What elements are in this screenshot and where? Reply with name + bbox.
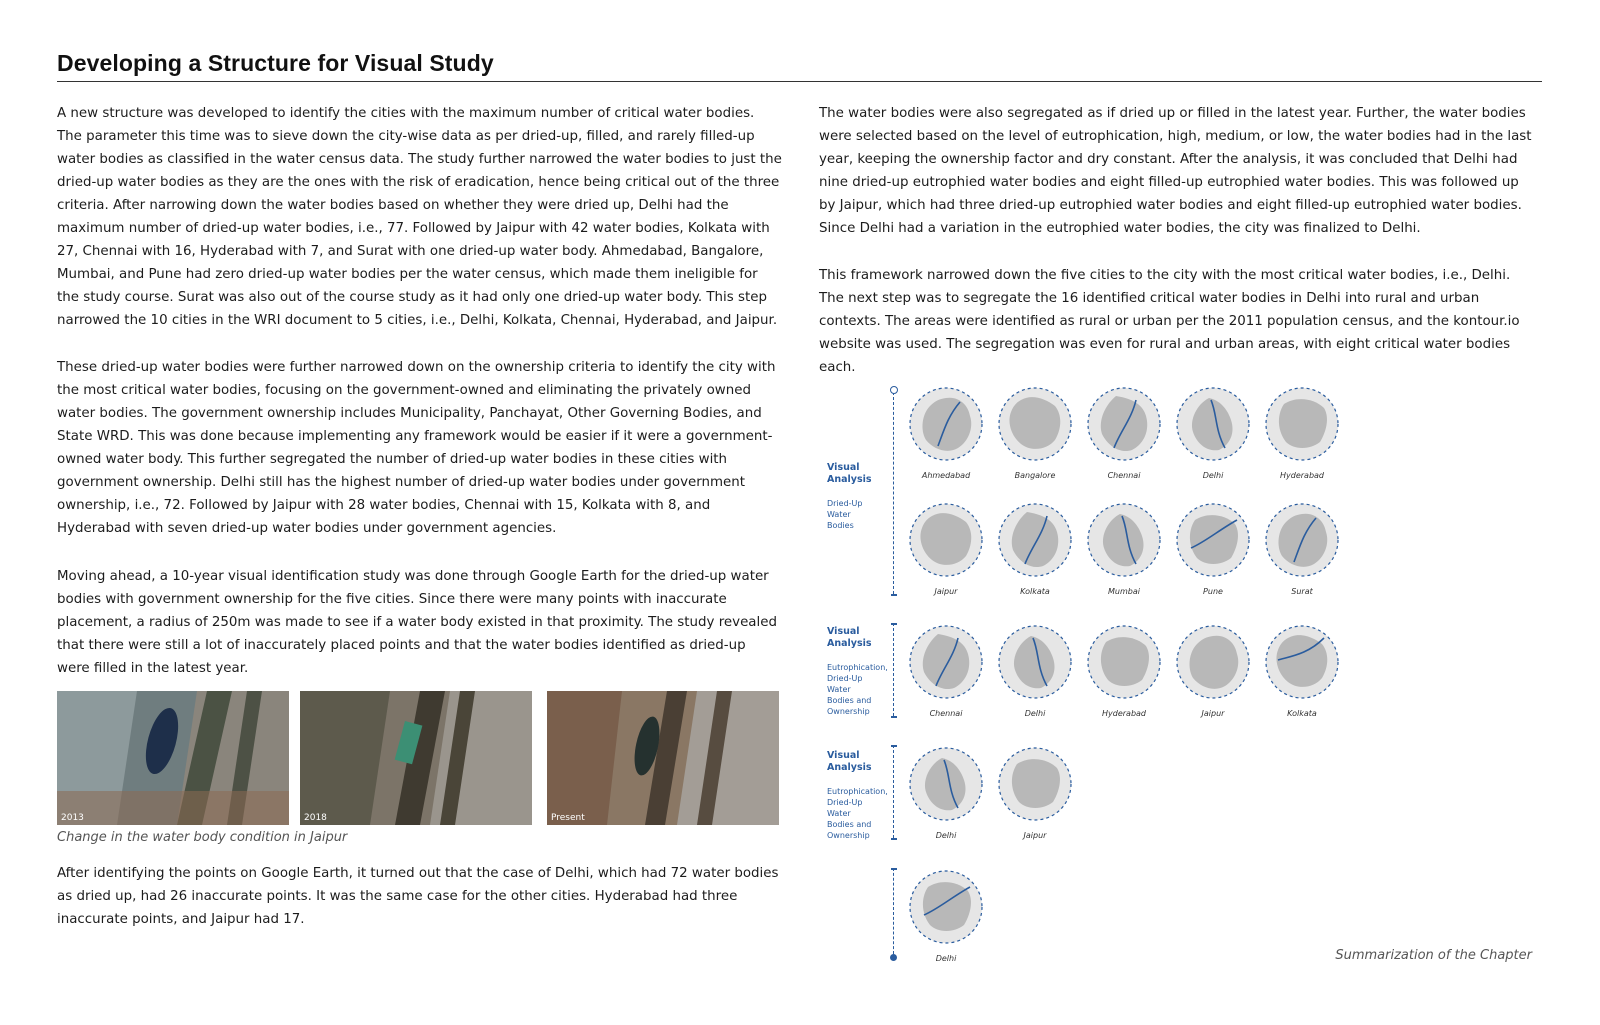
city-label: Delhi [935, 831, 957, 840]
section-heading-2: Visual Analysis [827, 626, 872, 649]
photo-year-label: 2013 [61, 813, 84, 823]
city-label: Bangalore [1014, 471, 1056, 480]
city-map-jaipur [1175, 624, 1251, 700]
city-map-delhi [997, 624, 1073, 700]
city-map-chennai [908, 624, 984, 700]
photo-caption: Change in the water body condition in Jaipur [57, 830, 348, 845]
city-label: Ahmedabad [921, 471, 971, 480]
section-heading-1: Visual Analysis [827, 462, 872, 485]
city-label: Jaipur [1201, 709, 1225, 718]
right-paragraph-2: This framework narrowed down the five cities to the city with the most critical water bodies, i.e., Delhi. The next step was to segregate the 16 identified critical water bodies in Delhi into rural and urban contexts. The areas were identified as rural or urban per the 2011 population census, and the kontour.io website was used. The segregation was even for rural and urban areas, with eight critical water bodies each. [819, 268, 1520, 375]
section-heading-3: Visual Analysis [827, 750, 872, 773]
section-subheading-1: Dried-Up Water Bodies [827, 499, 863, 530]
city-map-chennai [1086, 386, 1162, 462]
timeline-start-dot [890, 386, 898, 394]
left-paragraph-4: After identifying the points on Google Earth, it turned out that the case of Delhi, which had 72 water bodies as dried up, had 26 inaccurate points. It was the same case for the other cities. Hyderabad had three inaccurate points, and Jaipur had 17. [57, 866, 779, 927]
satellite-photo-present [547, 691, 779, 825]
right-paragraph-1: The water bodies were also segregated as if dried up or filled in the latest year. Further, the water bodies were selected based on the level of eutrophication, high, medium, or low, the water bodies had in the last year, keeping the ownership factor and dry constant. After the analysis, it was concluded that Delhi had nine dried-up eutrophied water bodies and eight filled-up eutrophied water bodies. This was followed up by Jaipur, which had three dried-up eutrophied water bodies and eight filled-up eutrophied water bodies. Since Delhi had a variation in the eutrophied water bodies, the city was finalized to Delhi. [819, 106, 1532, 236]
city-label: Pune [1203, 587, 1223, 596]
city-map-mumbai [1086, 502, 1162, 578]
timeline-tick [891, 868, 897, 870]
city-map-kolkata [997, 502, 1073, 578]
left-paragraph-2: These dried-up water bodies were further narrowed down on the ownership criteria to identify the city with the most critical water bodies, focusing on the government-owned and eliminating the privately owned water bodies. The government ownership includes Municipality, Panchayat, Other Governing Bodies, and State WRD. This was done because implementing any framework would be easier if it were a government-owned water body. This further segregated the number of dried-up water bodies in these cities with government ownership. Delhi still has the highest number of dried-up water bodies under government ownership, i.e., 72. Followed by Jaipur with 28 water bodies, Chennai with 15, Kolkata with 8, and Hyderabad with seven dried-up water bodies under government agencies. [57, 360, 776, 536]
city-map-bangalore [997, 386, 1073, 462]
city-label: Delhi [1202, 471, 1224, 480]
city-map-jaipur [997, 746, 1073, 822]
city-label: Mumbai [1108, 587, 1140, 596]
timeline-segment [893, 868, 894, 954]
section-subheading-2: Eutrophication, Dried-Up Water Bodies and Ownership [827, 663, 888, 716]
timeline-tick [891, 623, 897, 625]
city-map-ahmedabad [908, 386, 984, 462]
page-title: Developing a Structure for Visual Study [57, 50, 494, 76]
city-map-jaipur [908, 502, 984, 578]
satellite-photo-2018 [300, 691, 532, 825]
timeline-tick [891, 745, 897, 747]
satellite-photo-2013 [57, 691, 289, 825]
city-map-surat [1264, 502, 1340, 578]
city-label: Chennai [1107, 471, 1141, 480]
left-paragraph-3: Moving ahead, a 10-year visual identification study was done through Google Earth for the dried-up water bodies with government ownership for the five cities. Since there were many points with inaccurate placement, a radius of 250m was made to see if a water body existed in that proximity. The study revealed that there were still a lot of inaccurately placed points and that the water bodies identified as dried-up were filled in the latest year. [57, 569, 777, 676]
city-map-delhi [908, 869, 984, 945]
left-paragraph-1: A new structure was developed to identify the cities with the maximum number of critical water bodies. The parameter this time was to sieve down the city-wise data as per dried-up, filled, and rarely filled-up water bodies as classified in the water census data. The study further narrowed the water bodies to just the dried-up water bodies as they are the ones with the risk of eradication, hence being critical out of the three criteria. After narrowing down the water bodies based on whether they were dried up, Delhi had the maximum number of dried-up water bodies, i.e., 77. Followed by Jaipur with 42 water bodies, Kolkata with 27, Chennai with 16, Hyderabad with 7, and Surat with one dried-up water body. Ahmedabad, Bangalore, Mumbai, and Pune had zero dried-up water bodies per the water census, which made them ineligible for the study course. Surat was also out of the course study as it had only one dried-up water body. This step narrowed the 10 cities in the WRI document to 5 cities, i.e., Delhi, Kolkata, Chennai, Hyderabad, and Jaipur. [57, 106, 782, 328]
photo-year-label: Present [551, 813, 585, 823]
city-map-delhi [1175, 386, 1251, 462]
city-label: Hyderabad [1102, 709, 1146, 718]
city-label: Surat [1291, 587, 1313, 596]
city-label: Chennai [929, 709, 963, 718]
timeline-segment [893, 392, 894, 594]
city-map-kolkata [1264, 624, 1340, 700]
city-map-hyderabad [1086, 624, 1162, 700]
photo-year-label: 2018 [304, 813, 327, 823]
city-label: Hyderabad [1280, 471, 1324, 480]
title-underline [57, 81, 1542, 82]
diagram-caption: Summarization of the Chapter [1335, 948, 1532, 963]
city-label: Jaipur [934, 587, 958, 596]
city-map-delhi [908, 746, 984, 822]
city-label: Delhi [1024, 709, 1046, 718]
city-label: Delhi [935, 954, 957, 963]
city-map-pune [1175, 502, 1251, 578]
city-label: Kolkata [1287, 709, 1317, 718]
city-label: Jaipur [1023, 831, 1047, 840]
city-label: Kolkata [1020, 587, 1050, 596]
section-subheading-3: Eutrophication, Dried-Up Water Bodies and Ownership [827, 787, 888, 840]
city-map-hyderabad [1264, 386, 1340, 462]
